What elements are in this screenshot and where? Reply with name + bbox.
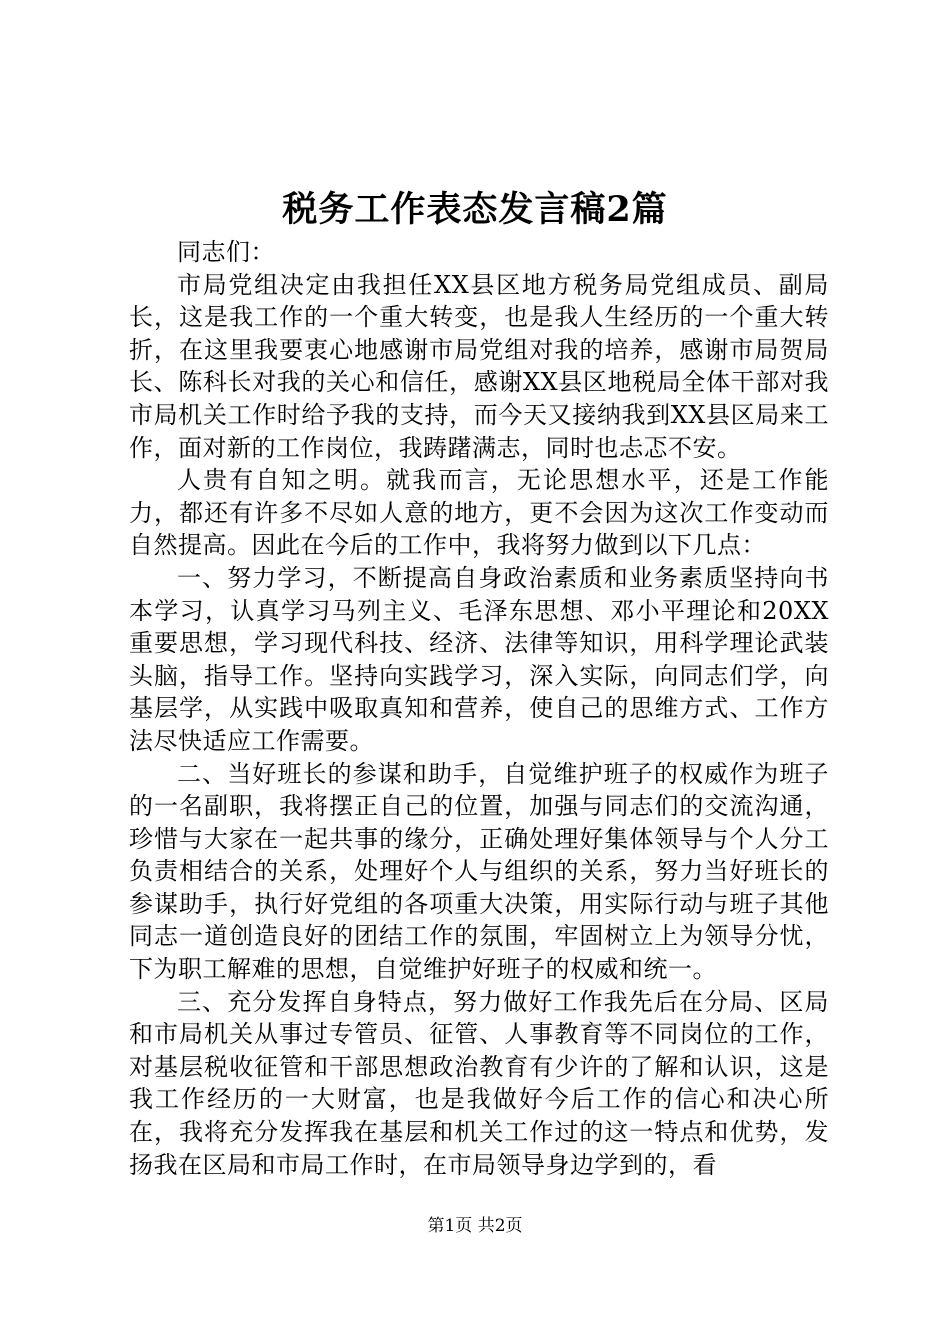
document-body: [129, 236, 829, 1181]
paragraph-point-three: 三、充分发挥自身特点，努力做好工作我先后在分局、区局和市局机关从事过专管员、征管、人事教育等不同岗位的工作，对基层税收征管和干部思想政治教育有少许的了解和认识，这是我工作经历的一大财富，也是我做好今后工作的信心和决心所在，我将充分发挥我在基层和机关工作过的这一特点和优势，发扬我在区局和市局工作时，在市局领导身边学到的，看: [129, 987, 829, 1179]
page-number-footer: 第1页 共2页: [427, 1216, 523, 1236]
paragraph-appointment: 市局党组决定由我担任XX县区地方税务局党组成员、副局长，这是我工作的一个重大转变，也是我人生经历的一个重大转折，在这里我要衷心地感谢市局党组对我的培养，感谢市局贺局长、陈科长对我的关心和信任，感谢XX县区地税局全体干部对我市局机关工作时给予我的支持，而今天又接纳我到XX县区局来工作，面对新的工作岗位，我踌躇满志，同时也忐忑不安。: [129, 270, 829, 462]
paragraph-self-awareness: 人贵有自知之明。就我而言，无论思想水平，还是工作能力，都还有许多不尽如人意的地方，更不会因为这次工作变动而自然提高。因此在今后的工作中，我将努力做到以下几点：: [129, 466, 829, 560]
salutation: 同志们：: [177, 238, 275, 266]
document-title: 税务工作表态发言稿2篇: [282, 189, 668, 230]
paragraph-point-one: 一、努力学习，不断提高自身政治素质和业务素质坚持向书本学习，认真学习马列主义、毛泽东思想、邓小平理论和20XX重要思想，学习现代科技、经济、法律等知识，用科学理论武装头脑，指导工作。坚持向实践学习，深入实际，向同志们学，向基层学，从实践中吸取真知和营养，使自己的思维方式、工作方法尽快适应工作需要。: [129, 563, 829, 755]
paragraph-point-two: 二、当好班长的参谋和助手，自觉维护班子的权威作为班子的一名副职，我将摆正自己的位置，加强与同志们的交流沟通，珍惜与大家在一起共事的缘分，正确处理好集体领导与个人分工负责相结合的关系，处理好个人与组织的关系，努力当好班长的参谋助手，执行好党组的各项重大决策，用实际行动与班子其他同志一道创造良好的团结工作的氛围，牢固树立上为领导分忧，下为职工解难的思想，自觉维护好班子的权威和统一。: [129, 759, 829, 984]
